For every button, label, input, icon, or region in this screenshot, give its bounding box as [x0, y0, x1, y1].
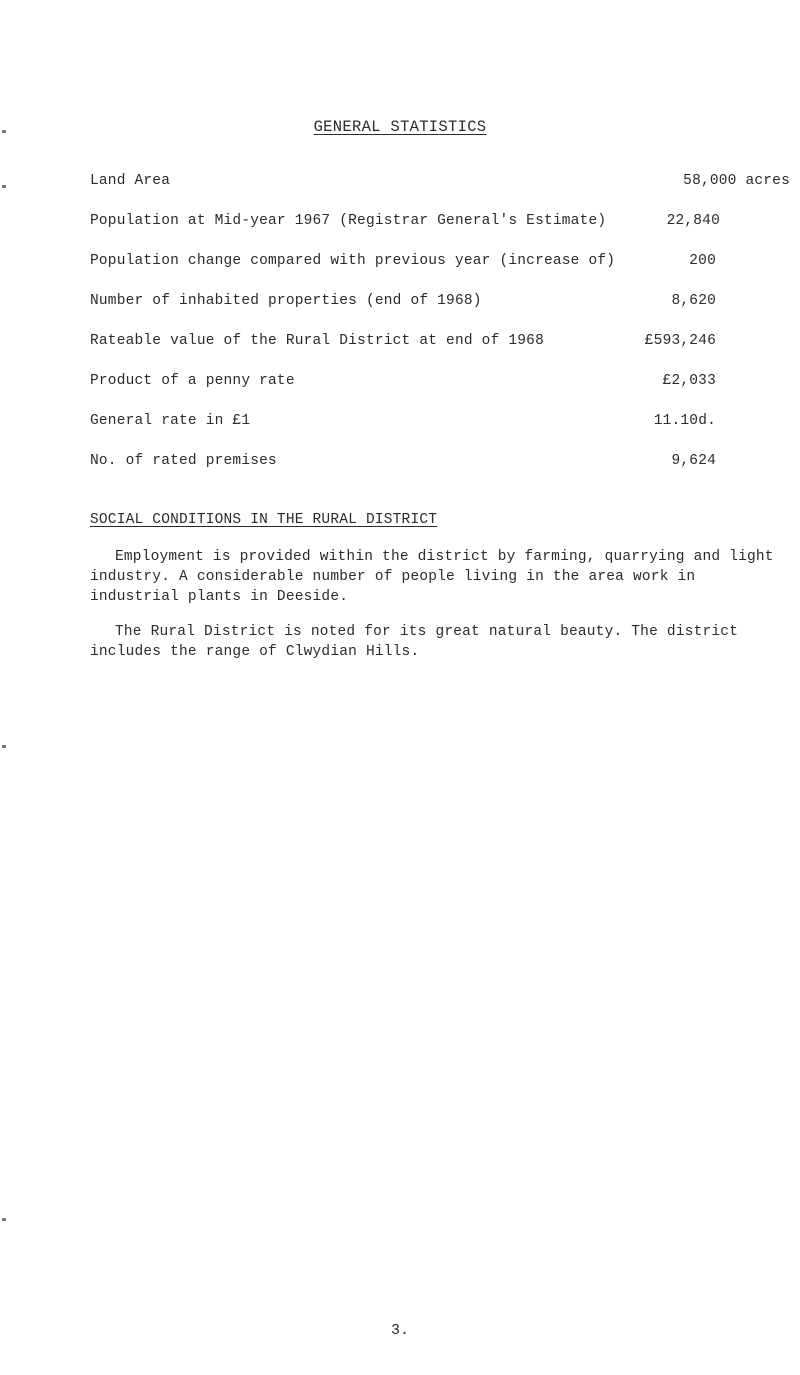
paragraph-employment: Employment is provided within the district by farming, quarrying and light industry. A considerable number of people living in the area work in industrial plants in Deeside. — [90, 549, 774, 605]
stat-value: 8,620 — [671, 293, 716, 309]
stat-label: Land Area — [90, 173, 171, 189]
scan-edge-mark — [2, 745, 6, 748]
stat-row-penny-rate — [90, 373, 790, 413]
stat-row-population — [90, 213, 790, 253]
page-number: 3. — [390, 1322, 409, 1339]
stat-label: Number of inhabited properties (end of 1968) — [90, 293, 482, 309]
stat-row-population-change — [90, 253, 790, 293]
stat-label: Rateable value of the Rural District at end of 1968 — [90, 333, 544, 349]
stat-value: £593,246 — [644, 333, 716, 349]
stat-label: Population at Mid-year 1967 (Registrar General's Estimate) — [90, 213, 607, 229]
stat-row-rateable-value — [90, 333, 790, 373]
scan-edge-mark — [2, 185, 6, 188]
page-title-text: GENERAL STATISTICS — [313, 118, 487, 136]
stat-value: 58,000 acres — [683, 173, 790, 189]
stat-value: 11.10d. — [653, 413, 716, 429]
section-heading: SOCIAL CONDITIONS IN THE RURAL DISTRICT — [90, 512, 438, 528]
stat-label: General rate in £1 — [90, 413, 251, 429]
stat-row-general-rate — [90, 413, 790, 453]
statistics-list — [90, 173, 790, 493]
page-title — [0, 118, 800, 136]
paragraph-natural-beauty: The Rural District is noted for its great natural beauty. The district includes the range of Clwydian Hills. — [90, 624, 739, 660]
stat-value: 22,840 — [666, 213, 720, 229]
stat-label: No. of rated premises — [90, 453, 277, 469]
stat-value: 9,624 — [671, 453, 716, 469]
stat-value: £2,033 — [662, 373, 716, 389]
stat-row-land-area — [90, 173, 790, 213]
stat-row-inhabited-properties — [90, 293, 790, 333]
stat-label: Product of a penny rate — [90, 373, 295, 389]
stat-row-rated-premises — [90, 453, 790, 493]
stat-label: Population change compared with previous year (increase of) — [90, 253, 616, 269]
stat-value: 200 — [689, 253, 716, 269]
scan-edge-mark — [2, 1218, 6, 1221]
